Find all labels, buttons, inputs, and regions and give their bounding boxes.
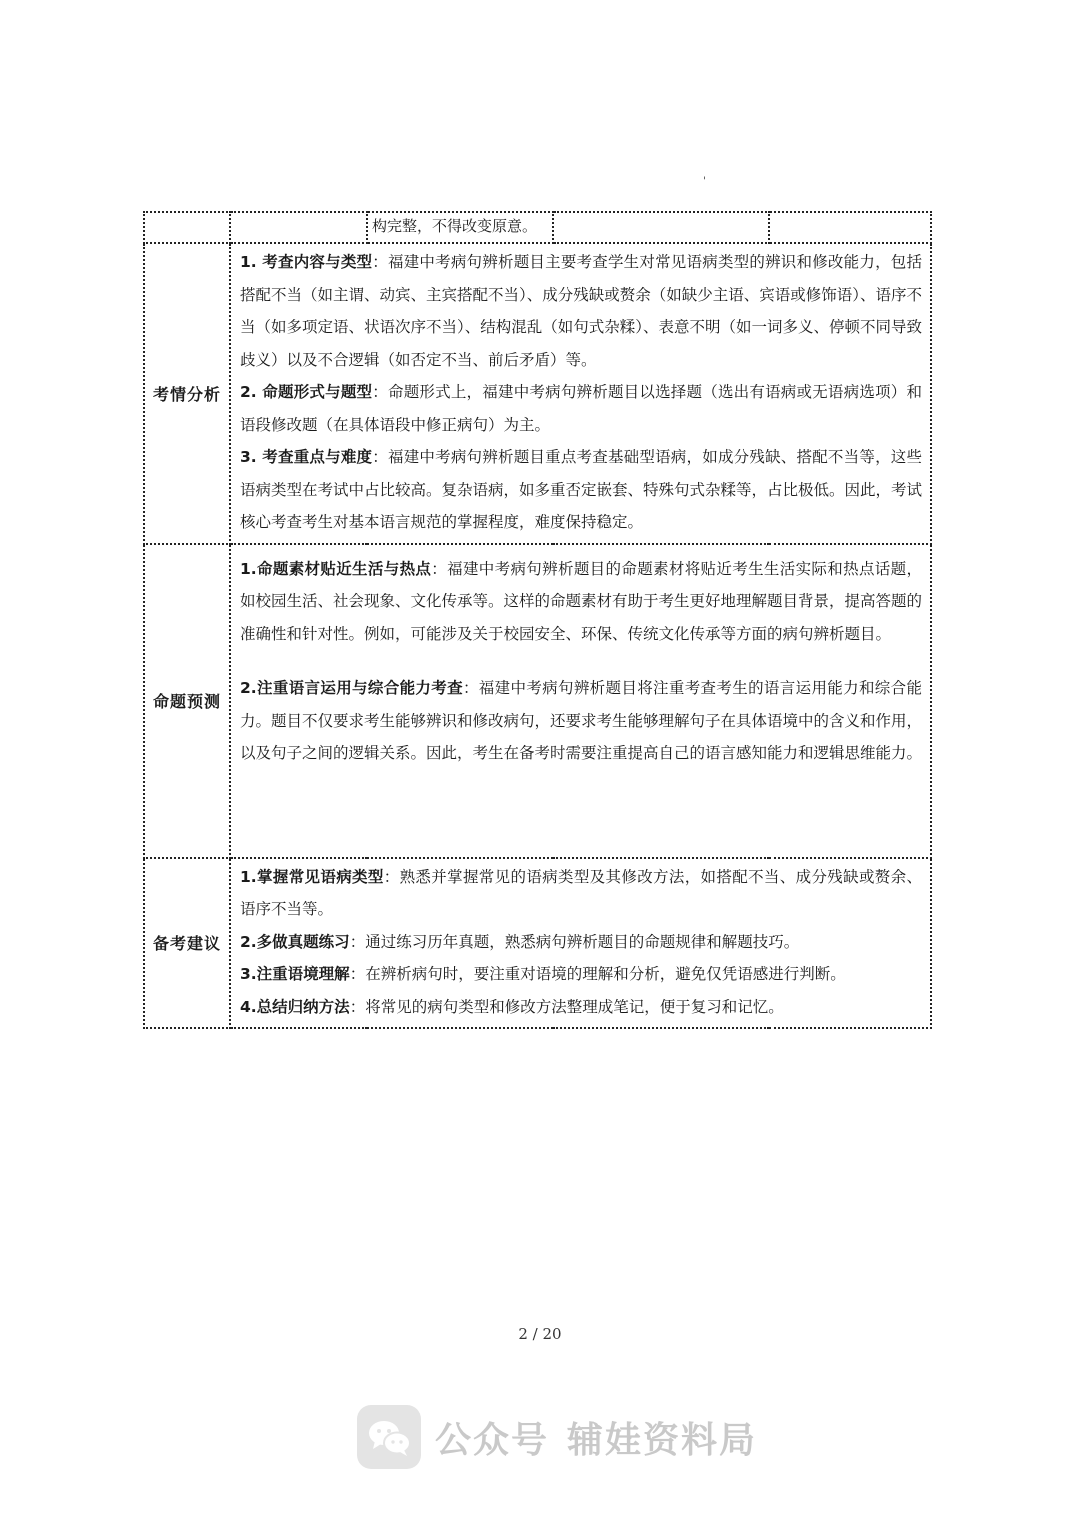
- section-item: [240, 376, 922, 441]
- item-heading: 3. 考查重点与难度: [240, 448, 373, 466]
- section-content: [230, 544, 931, 858]
- continuation-cell: [367, 212, 553, 243]
- section-row-prediction: [144, 544, 931, 858]
- item-text: ：福建中考病句辨析题目将注重考查考生的语言运用能力和综合能力。题目不仅要求考生能够辨识和修改病句，还要求考生能够理解句子在具体语境中的含义和作用，以及句子之间的逻辑关系。因此，考生在备考时需要注重提高自己的语言感知能力和逻辑思维能力。: [240, 679, 923, 762]
- section-item: [240, 553, 922, 651]
- empty-cell: [230, 212, 367, 243]
- item-heading: 4.总结归纳方法: [240, 997, 350, 1016]
- continuation-text: 构完整，不得改变原意。: [372, 217, 538, 235]
- empty-cell: [769, 212, 931, 243]
- empty-label-cell: [144, 212, 230, 243]
- paragraph-gap: [240, 650, 922, 672]
- section-row-suggestions: [144, 858, 931, 1029]
- item-text: ：在辨析病句时，要注重对语境的理解和分析，避免仅凭语感进行判断。: [349, 965, 846, 983]
- continuation-row: [144, 212, 931, 243]
- watermark-prefix: 公众号: [435, 1419, 550, 1461]
- exam-analysis-table: [143, 211, 932, 1029]
- section-content: [230, 243, 931, 544]
- section-label: 命题预测: [144, 544, 230, 858]
- section-label: 考情分析: [144, 243, 230, 544]
- section-item: [240, 441, 922, 539]
- item-text: ：熟悉并掌握常见的语病类型及其修改方法，如搭配不当、成分残缺或赘余、语序不当等。: [240, 867, 922, 918]
- item-heading: 2.多做真题练习: [240, 932, 350, 951]
- section-item: [240, 861, 922, 926]
- item-heading: 1. 考查内容与类型: [240, 253, 373, 271]
- item-heading: 1.命题素材贴近生活与热点: [240, 559, 432, 578]
- section-row-analysis: [144, 243, 931, 544]
- section-item: [240, 672, 922, 770]
- item-text: ：通过练习历年真题，熟悉病句辨析题目的命题规律和解题技巧。: [349, 932, 800, 951]
- item-heading: 2. 命题形式与题型: [240, 383, 373, 401]
- item-text: ：福建中考病句辨析题目的命题素材将贴近考生生活实际和热点话题，如校园生活、社会现象、文化传承等。这样的命题素材有助于考生更好地理解题目背景，提高答题的准确性和针对性。例如，可能涉及关于校园安全、环保、传统文化传承等方面的病句辨析题目。: [240, 559, 923, 643]
- item-text: ：福建中考病句辨析题目重点考查基础型语病，如成分残缺、搭配不当等，这些语病类型在考试中占比较高。复杂语病，如多重否定嵌套、特殊句式杂糅等，占比极低。因此，考试核心考查考生对基本语言规范的掌握程度，难度保持稳定。: [240, 448, 923, 531]
- section-item: [240, 991, 922, 1024]
- section-item: [240, 246, 922, 376]
- watermark-name: 辅娃资料局: [567, 1419, 758, 1461]
- watermark: [357, 1405, 757, 1469]
- item-text: ：命题形式上，福建中考病句辨析题目以选择题（选出有语病或无语病选项）和语段修改题（在具体语段中修正病句）为主。: [240, 383, 922, 434]
- section-item: [240, 926, 922, 959]
- item-heading: 3.注重语境理解: [240, 965, 350, 983]
- watermark-text: [435, 1412, 757, 1463]
- scan-mark: ': [703, 176, 706, 187]
- page-number: 2 / 20: [518, 1325, 562, 1343]
- item-text: ：将常见的病句类型和修改方法整理成笔记，便于复习和记忆。: [349, 997, 784, 1016]
- section-content: [230, 858, 931, 1029]
- wechat-icon: [357, 1405, 421, 1469]
- item-heading: 1.掌握常见语病类型: [240, 867, 384, 886]
- item-text: ：福建中考病句辨析题目主要考查学生对常见语病类型的辨识和修改能力，包括搭配不当（如主谓、动宾、主宾搭配不当）、成分残缺或赘余（如缺少主语、宾语或修饰语）、语序不当（如多项定语、状语次序不当）、结构混乱（如句式杂糅）、表意不明（如一词多义、停顿不同导致歧义）以及不合逻辑（如否定不当、前后矛盾）等。: [240, 253, 923, 369]
- section-item: [240, 958, 922, 991]
- empty-cell: [553, 212, 769, 243]
- section-label: 备考建议: [144, 858, 230, 1029]
- item-heading: 2.注重语言运用与综合能力考查: [240, 679, 463, 697]
